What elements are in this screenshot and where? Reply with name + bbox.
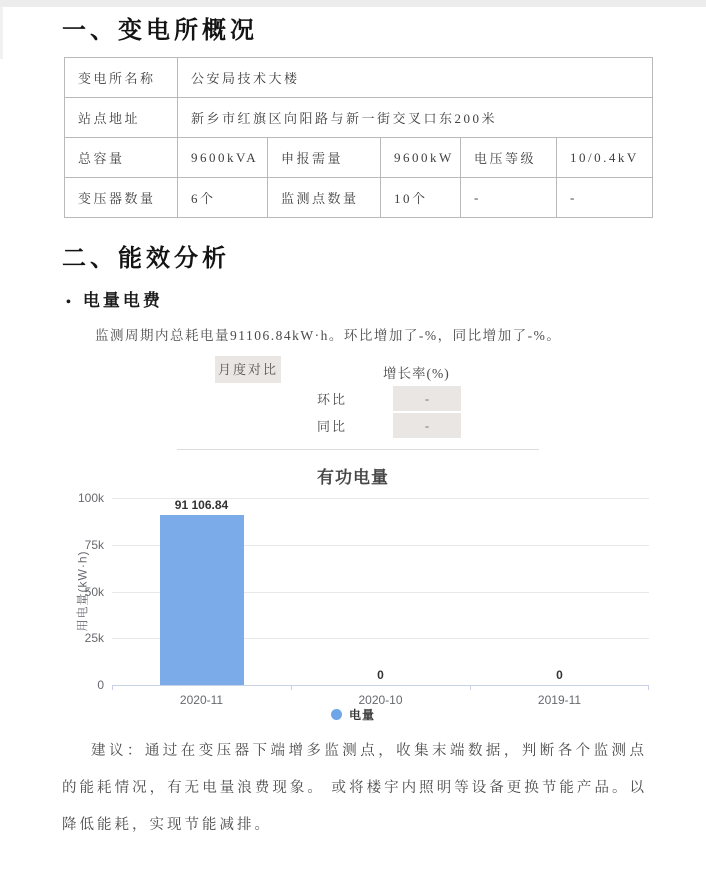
- bullet-icon: •: [66, 295, 74, 310]
- cell-substation-name-label: 变电所名称: [65, 58, 178, 98]
- table-row: [65, 178, 653, 218]
- suggestion-paragraph: 建议：通过在变压器下端增多监测点，收集末端数据，判断各个监测点的能耗情况，有无电量浪费现象。 或将楼宇内照明等设备更换节能产品。以降低能耗，实现节能减排。: [62, 743, 647, 833]
- cell-declared-demand-label: 申报需量: [268, 138, 381, 178]
- section1-heading: 一、变电所概况: [62, 18, 258, 44]
- cell-declared-demand-value: 9600kW: [381, 138, 461, 178]
- plot-area: [112, 498, 649, 686]
- mom-label: 环比: [316, 392, 347, 407]
- y-axis-tick-label: 100k: [77, 491, 104, 505]
- x-axis-tick: [112, 685, 113, 690]
- cell-total-capacity-value: 9600kVA: [178, 138, 268, 178]
- yoy-label: 同比: [316, 419, 347, 434]
- cell-site-address-value: 新乡市红旗区向阳路与新一街交叉口东200米: [178, 98, 653, 138]
- cell-empty-dash-2: -: [557, 178, 653, 218]
- subsection-title: 电量电费: [82, 291, 163, 310]
- bar-value-label: 91 106.84: [174, 498, 229, 512]
- cell-voltage-level-label: 电压等级: [461, 138, 557, 178]
- y-axis-tick-label: 50k: [84, 584, 104, 599]
- y-axis-name: 用电量(kW·h): [75, 550, 90, 632]
- growth-rate-header: 增长率(%): [383, 366, 450, 381]
- legend-label: 电量: [348, 708, 375, 722]
- y-axis-tick-label: 0: [97, 678, 104, 692]
- table-row: [65, 98, 653, 138]
- x-axis-tick: [291, 685, 292, 690]
- legend-item-电量[interactable]: [331, 706, 375, 723]
- x-axis-tick: [648, 685, 649, 690]
- subsection-heading: [66, 286, 163, 311]
- chart-legend: [0, 706, 706, 723]
- y-axis-tick-label: 25k: [84, 631, 104, 646]
- cell-substation-name-value: 公安局技术大楼: [178, 58, 653, 98]
- consumption-summary-text: 监测周期内总耗电量91106.84kW·h。环比增加了-%，同比增加了-%。: [95, 328, 562, 343]
- cell-monitor-point-count-label: 监测点数量: [268, 178, 381, 218]
- y-axis-tick-label: 75k: [84, 537, 104, 552]
- x-axis-label: 2020-10: [358, 693, 403, 707]
- page-top-edge: [0, 0, 706, 7]
- cell-total-capacity-label: 总容量: [65, 138, 178, 178]
- mom-value-box: -: [393, 386, 461, 411]
- active-energy-chart: [0, 460, 706, 728]
- yoy-value-box: -: [393, 413, 461, 438]
- monthly-compare-button[interactable]: 月度对比: [215, 356, 281, 383]
- chart-title: 有功电量: [317, 468, 389, 487]
- table-row: [65, 58, 653, 98]
- cell-empty-dash-1: -: [461, 178, 557, 218]
- table-row: [65, 138, 653, 178]
- bar-value-label: 0: [377, 668, 384, 682]
- page-left-edge: [0, 7, 3, 59]
- cell-transformer-count-label: 变压器数量: [65, 178, 178, 218]
- legend-dot-icon: [331, 709, 342, 720]
- section2-heading: 二、能效分析: [62, 246, 230, 272]
- x-axis-tick: [470, 685, 471, 690]
- cell-monitor-point-count-value: 10个: [381, 178, 461, 218]
- section-divider: [177, 449, 539, 450]
- cell-site-address-label: 站点地址: [65, 98, 178, 138]
- substation-overview-table: [64, 57, 653, 218]
- cell-transformer-count-value: 6个: [178, 178, 268, 218]
- x-axis-label: 2020-11: [179, 693, 224, 707]
- cell-voltage-level-value: 10/0.4kV: [557, 138, 653, 178]
- bar-value-label: 0: [556, 668, 563, 682]
- x-axis-label: 2019-11: [537, 693, 582, 707]
- chart-bar-2020-11[interactable]: [160, 515, 244, 685]
